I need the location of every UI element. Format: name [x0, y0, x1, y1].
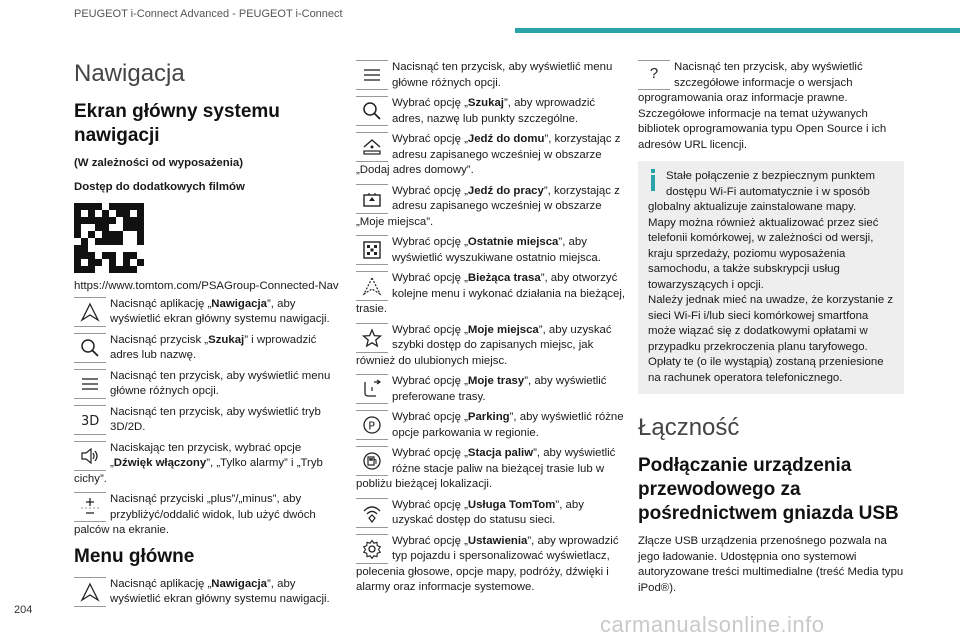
item-text: Wybrać opcję „ — [392, 534, 468, 547]
icon-list-item — [356, 374, 626, 405]
icon-list-item — [356, 235, 626, 266]
item-option-name: Usługa TomTom — [467, 498, 556, 511]
running-header: PEUGEOT i-Connect Advanced - PEUGEOT i-Connect — [74, 8, 343, 20]
item-text: Wybrać opcję „ — [392, 97, 468, 109]
item-option-name: Dźwięk włączony — [113, 457, 207, 469]
subtitle-main-menu: Menu główne — [74, 545, 195, 567]
item-option-name: Ustawienia — [467, 534, 528, 547]
item-option-name: Nawigacja — [211, 577, 268, 590]
icon-list-item — [74, 297, 340, 328]
info-para-2: Mapy można również aktualizować przez sieć telefonii komórkowej, w zależności od wersji, kraju sprzedaży, poziomu wyposażenia samochodu, a także subskrypcji usług towarzyszących i opcji. — [648, 216, 879, 291]
subtitle-nav-main-screen: Ekran główny systemu nawigacji — [74, 101, 280, 146]
item-text-tail: ”, aby wyświetlić ekran główny systemu nawigacji. — [110, 297, 330, 325]
item-option-name: Parking — [467, 411, 510, 423]
note-equipment: (W zależności od wyposażenia) — [74, 157, 243, 169]
icon-list-item — [356, 184, 626, 231]
item-text: Nacisnąć ten przycisk, aby wyświetlić menu główne różnych opcji. — [110, 369, 331, 397]
star-icon — [356, 323, 388, 353]
icon-list-item — [356, 323, 626, 370]
section-title-navigation: Nawigacja — [74, 60, 185, 87]
item-option-name: Jedź do pracy — [467, 184, 544, 197]
svg-text:P: P — [368, 419, 375, 433]
item-option-name: Szukaj — [208, 333, 245, 346]
parking-icon — [356, 410, 388, 440]
item-text: Wybrać opcję „ — [392, 498, 468, 511]
item-text-tail: ”, aby wprowadzić typ pojazdu i spersonalizować wyświetlacz, polecenia głosowe, opcje mapy, podróży, dźwięki i alarmy oraz informacje systemowe. — [356, 534, 619, 593]
item-option-name: Nawigacja — [211, 297, 268, 310]
icon-list-item — [356, 410, 626, 441]
item-text: Wybrać opcję „ — [392, 323, 468, 336]
subtitle-usb: Podłączanie urządzenia przewodowego za pośrednictwem gniazda USB — [638, 455, 899, 524]
current-route-icon — [356, 271, 388, 301]
item-text: Wybrać opcję „ — [392, 375, 468, 387]
help-text: Nacisnąć ten przycisk, aby wyświetlić szczegółowe informacje o wersjach oprogramowania oraz informacje prawne. Szczegółowe informacje na temat używanych bibliotek oprogramowania typu Open Source i ich adresów URL licencji. — [638, 61, 887, 151]
video-url: https://www.tomtom.com/PSAGroup-Connected-Nav — [74, 280, 339, 292]
work-icon — [356, 184, 388, 214]
icon-list-item — [74, 492, 340, 539]
3d-icon — [74, 405, 106, 435]
item-text-tail: ”, aby wprowadzić adres, nazwę lub punkty szczególne. — [392, 97, 596, 125]
section-title-connectivity: Łączność — [638, 414, 740, 441]
item-text: Wybrać opcję „ — [392, 184, 468, 197]
item-option-name: Stacja paliw — [467, 447, 534, 459]
icon-list-item — [356, 60, 626, 91]
help-icon: ? — [638, 60, 670, 90]
routes-icon — [356, 374, 388, 404]
icon-list-item — [356, 534, 626, 596]
item-text: Wybrać opcję „ — [392, 133, 468, 145]
item-text-tail: ”, aby wyświetlić wyszukiwane ostatnio miejsca. — [392, 236, 601, 264]
menu-options-list — [356, 60, 626, 596]
item-text: Nacisnąć aplikację „ — [110, 297, 212, 310]
page-number: 204 — [14, 604, 33, 616]
usb-body: Złącze USB urządzenia przenośnego pozwala na jego ładowanie. Udostępnia ono systemowi autoryzowane treści multimedialne (treść Media typu iPod®). — [638, 535, 904, 594]
menu-icon — [74, 369, 106, 399]
item-text-tail: ”, korzystając z adresu zapisanego wcześniej w obszarze „Dodaj adres domowy”. — [356, 133, 621, 176]
item-text: Wybrać opcję „ — [392, 411, 468, 423]
item-option-name: Szukaj — [467, 97, 504, 109]
column-1 — [74, 58, 340, 613]
watermark: carmanualsonline.info — [600, 612, 825, 637]
item-option-name: Moje trasy — [467, 375, 525, 387]
icon-list-item — [356, 96, 626, 127]
item-text-tail: ”, aby uzyskać szybki dostęp do zapisanych miejsc, jak również do ulubionych miejsc. — [356, 323, 612, 367]
info-icon — [648, 169, 658, 191]
header-accent-bar — [515, 28, 960, 33]
icon-list-item — [74, 577, 340, 608]
item-text-tail: ”, aby wyświetlić różne stacje paliw na bieżącej trasie lub w pobliżu bieżącej lokalizacji. — [356, 447, 616, 490]
item-option-name: Ostatnie miejsca — [467, 236, 559, 248]
item-text-tail: ”, aby wyświetlić różne opcje parkowania w regionie. — [392, 411, 624, 439]
main-menu-list — [74, 577, 340, 608]
icon-list-item — [356, 446, 626, 493]
help-item — [638, 60, 904, 153]
column-2 — [356, 60, 626, 601]
nav-icon-list — [74, 297, 340, 539]
item-text-tail: ”, „Tylko alarmy” i „Tryb cichy”. — [74, 457, 323, 485]
item-option-name: Bieżąca trasa — [467, 272, 541, 284]
item-text: Wybrać opcję „ — [392, 447, 468, 459]
column-3 — [638, 60, 904, 604]
item-text: Wybrać opcję „ — [392, 236, 468, 248]
tomtom-services-icon — [356, 498, 388, 528]
zoom-plus-minus-icon — [74, 492, 106, 522]
info-para-3: Należy jednak mieć na uwadze, że korzystanie z sieci Wi-Fi i/lub sieci komórkowej smartfona może wiązać się z dodatkowymi opłatami w przypadku przekroczenia planu taryfowego. Opłaty te (o ile wystąpią) zostaną przeniesione na rachunek operatora telefonicznego. — [648, 294, 894, 384]
navigation-arrow-icon — [74, 297, 106, 327]
svg-text:3D: 3D — [81, 413, 100, 429]
item-text-tail: ”, korzystając z adresu zapisanego wcześniej w obszarze „Moje miejsca”. — [356, 184, 620, 228]
item-text-tail: ”, aby otworzyć kolejne menu i wykonać działania na bieżącej, trasie. — [356, 272, 626, 315]
item-option-name: Jedź do domu — [467, 133, 545, 145]
icon-list-item — [74, 441, 340, 488]
item-text: Wybrać opcję „ — [392, 272, 468, 284]
icon-list-item — [74, 405, 340, 436]
info-para-1: Stałe połączenie z bezpiecznym punktem dostępu Wi-Fi automatycznie i w sposób globalny aktualizuje zainstalowane mapy. — [648, 170, 875, 213]
item-text: Naciskając ten przycisk, wybrać opcje „ — [110, 441, 302, 469]
qr-code-icon — [74, 203, 144, 273]
info-box — [638, 161, 904, 394]
item-text: Nacisnąć przycisk „ — [110, 333, 209, 346]
icon-list-item — [74, 369, 340, 400]
recent-destinations-icon — [356, 235, 388, 265]
fuel-station-icon — [356, 446, 388, 476]
icon-list-item — [356, 271, 626, 318]
item-text-tail: ”, aby uzyskać dostęp do statusu sieci. — [392, 498, 584, 526]
item-text-tail: ” i wprowadzić adres lub nazwę. — [110, 333, 317, 361]
search-icon — [74, 333, 106, 363]
note-videos: Dostęp do dodatkowych filmów — [74, 180, 245, 193]
item-text: Nacisnąć ten przycisk, aby wyświetlić menu główne różnych opcji. — [392, 61, 613, 89]
navigation-arrow-icon — [74, 577, 106, 607]
volume-icon — [74, 441, 106, 471]
settings-gear-icon — [356, 534, 388, 564]
icon-list-item — [74, 333, 340, 364]
item-text-tail: ”, aby wyświetlić ekran główny systemu nawigacji. — [110, 577, 330, 605]
icon-list-item — [356, 498, 626, 529]
search-icon — [356, 96, 388, 126]
item-text: Nacisnąć ten przycisk, aby wyświetlić tryb 3D/2D. — [110, 405, 321, 433]
item-option-name: Moje miejsca — [467, 323, 539, 336]
icon-list-item — [356, 132, 626, 179]
home-icon — [356, 132, 388, 162]
item-text: Nacisnąć aplikację „ — [110, 577, 212, 590]
item-text: Nacisnąć przyciski „plus”/„minus”, aby przybliżyć/oddalić widok, lub użyć dwóch palców na ekranie. — [74, 493, 316, 536]
item-text-tail: ”, aby wyświetlić preferowane trasy. — [392, 375, 607, 403]
menu-icon — [356, 60, 388, 90]
